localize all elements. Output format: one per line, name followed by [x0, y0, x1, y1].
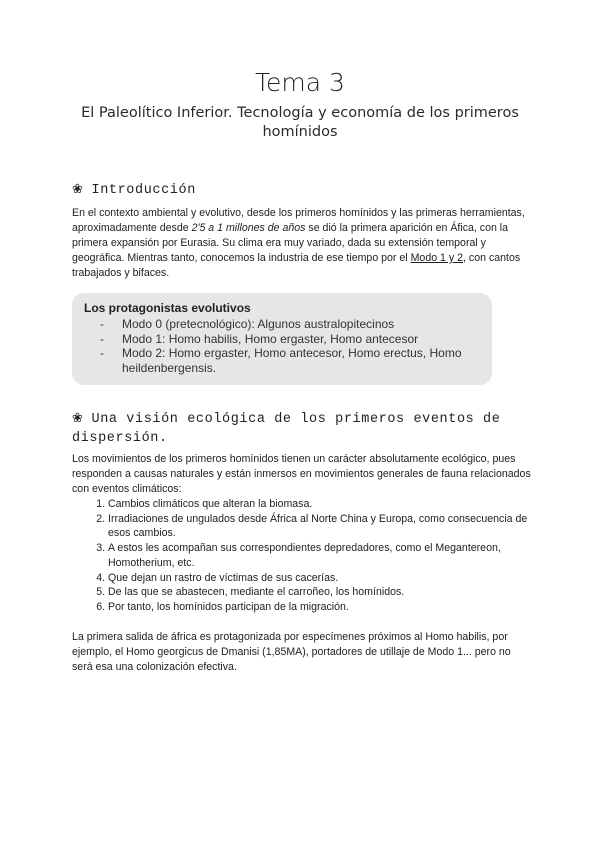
dispersal-intro-paragraph: Los movimientos de los primeros homínidos tienen un carácter absolutamente ecológico, pues responden a causas naturales y están inmersos en movimientos generales de fauna relacionados con eventos climáticos:	[72, 453, 531, 495]
closing-paragraph: La primera salida de áfrica es protagonizada por especímenes próximos al Homo habilis, por ejemplo, el Homo georgicus de Dmanisi (1,85MA), portadores de utillaje de Modo 1... pero no será esa una colonización efectiva.	[72, 631, 511, 673]
protagonists-callout	[72, 293, 492, 385]
dispersal-list	[88, 497, 548, 615]
intro-paragraph	[72, 206, 532, 281]
intro-heading-text: Introducción	[91, 183, 196, 198]
intro-text-b: se dió la primera aparición en Áfica, con la primera expansión por Eurasia. Su clima era muy variado, dada su extensión temporal y geográfica. Mientras tanto, conocemos la industria de ese tiempo por el	[72, 222, 509, 264]
protagonists-list	[84, 317, 484, 375]
section-heading-intro	[72, 180, 196, 200]
flower-icon: ❀	[72, 182, 84, 197]
list-item: 4. Que dejan un rastro de víctimas de sus cacerías.	[108, 571, 548, 586]
flower-icon: ❀	[72, 411, 84, 426]
list-item: 5. De las que se abastecen, mediante el carroñeo, los homínidos.	[108, 585, 548, 600]
modo-link[interactable]: Modo 1 y 2	[410, 252, 464, 264]
list-item: - Modo 0 (pretecnológico): Algunos australopitecinos	[84, 317, 484, 332]
list-item: 1. Cambios climáticos que alteran la biomasa.	[108, 497, 548, 512]
intro-text-c: , con cantos trabajados y bifaces.	[72, 252, 521, 279]
list-item: - Modo 2: Homo ergaster, Homo antecesor, Homo erectus, Homo heildenbergensis.	[84, 346, 484, 375]
section-heading-dispersal	[72, 409, 512, 448]
dispersal-heading-text: Una visión ecológica de los primeros eventos de dispersión.	[72, 412, 501, 446]
callout-title: Los protagonistas evolutivos	[84, 301, 251, 315]
list-item: 6. Por tanto, los homínidos participan de la migración.	[108, 600, 548, 615]
list-item: 2. Irradiaciones de ungulados desde África al Norte China y Europa, como consecuencia de esos cambios.	[108, 512, 548, 541]
list-item: - Modo 1: Homo habilis, Homo ergaster, Homo antecesor	[84, 332, 484, 347]
intro-date-range: 2'5 a 1 millones de años	[191, 222, 306, 234]
list-item: 3. A estos les acompañan sus correspondientes depredadores, como el Megantereon, Homotherium, etc.	[108, 541, 548, 570]
page-title: Tema 3	[255, 68, 345, 97]
intro-text-a: En el contexto ambiental y evolutivo, desde los primeros homínidos y las primeras herramientas, aproximadamente desde	[72, 207, 525, 234]
page-subtitle: El Paleolítico Inferior. Tecnología y economía de los primeros homínidos	[81, 105, 519, 140]
